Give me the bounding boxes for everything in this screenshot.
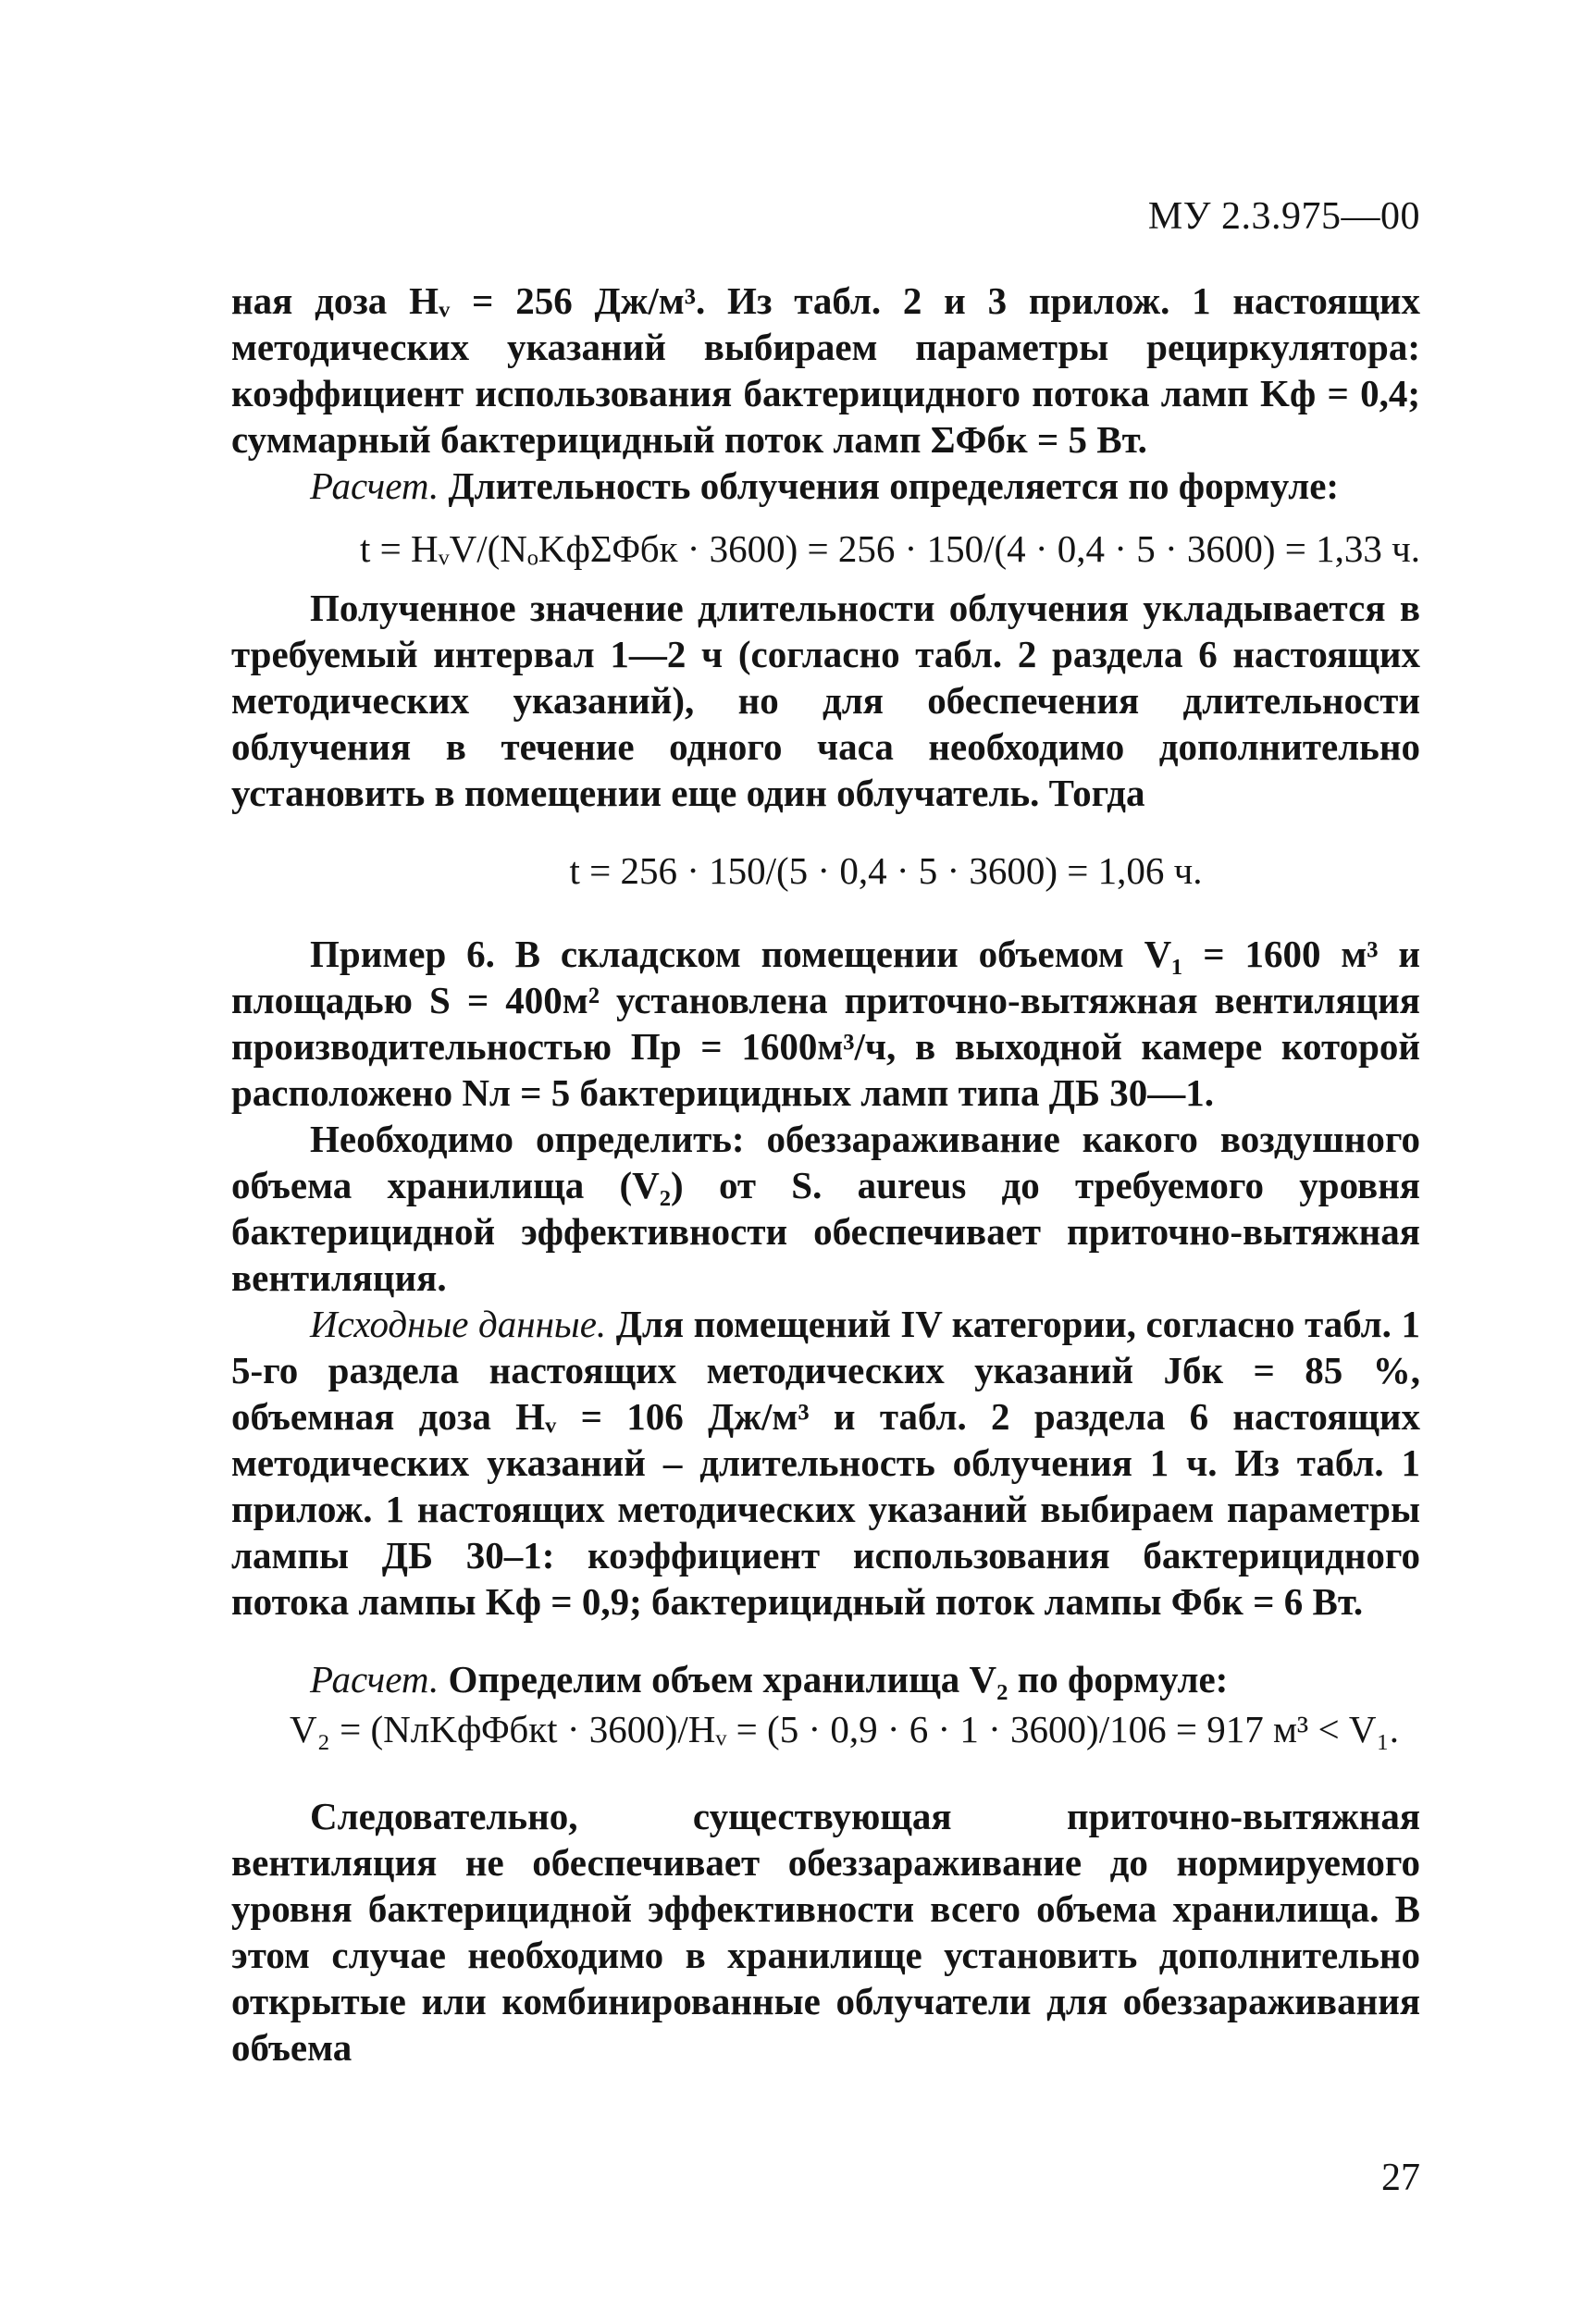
initial-data-text: Для помещений IV категории, согласно табл. 1 5-го раздела настоящих методических указаний Jбк = 85 %, объемная доза Hᵥ = 106 Дж/м³ и табл. 2 раздела 6 настоящих методических указаний – длительность облучения 1 ч. Из табл. 1 прилож. 1 настоящих методических указаний выбираем параметры лампы ДБ 30–1: коэффициент использования бактерицидного потока лампы Kф = 0,9; бактерицидный поток лампы Φбк = 6 Вт. xyxy=(231,1303,1420,1623)
formula-duration: t = HᵥV/(NₒKфΣΦбк · 3600) = 256 · 150/(4 · 0,4 · 5 · 3600) = 1,33 ч. xyxy=(359,527,1420,570)
paragraph-conclusion: Следовательно, существующая приточно-вытяжная вентиляция не обеспечивает обеззараживание до нормируемого уровня бактерицидной эффективности всего объема хранилища. В этом случае необходимо в хранилище установить дополнительно открытые или комбинированные облучатели для обеззараживания объема xyxy=(231,1795,1420,2069)
calculation-label-2: Расчет. xyxy=(310,1658,439,1700)
example-label: Пример 6. xyxy=(310,933,495,975)
formula-volume: V₂ = (NлKфΦбкt · 3600)/Hᵥ = (5 · 0,9 · 6 · 1 · 3600)/106 = 917 м³ < V₁. xyxy=(290,1708,1399,1750)
paragraph-result: Полученное значение длительности облучения укладывается в требуемый интервал 1—2 ч (согласно табл. 2 раздела 6 настоящих методических указаний), но для обеспечения длительности облучения в течение одного часа необходимо дополнительно установить в помещении еще один облучатель. Тогда xyxy=(231,587,1420,814)
paragraph-example-6 xyxy=(231,931,1420,1116)
calculation-text-2: Определим объем хранилища V₂ по формуле: xyxy=(439,1658,1229,1700)
calculation-text: Длительность облучения определяется по формуле: xyxy=(439,464,1340,507)
paragraph-continuation: ная доза Hᵥ = 256 Дж/м³. Из табл. 2 и 3 прилож. 1 настоящих методических указаний выбираем параметры рециркулятора: коэффициент использования бактерицидного потока ламп Kф = 0,4; суммарный бактерицидный поток ламп ΣΦбк = 5 Вт. xyxy=(231,279,1420,461)
paragraph-calculation-volume xyxy=(231,1656,1420,1702)
document-code: МУ 2.3.975—00 xyxy=(1147,195,1420,238)
example-text: В складском помещении объемом V₁ = 1600 м³ и площадью S = 400м² установлена приточно-вытяжная вентиляция производительностью Пр = 1600м³/ч, в выходной камере которой расположено Nл = 5 бактерицидных ламп типа ДБ 30—1. xyxy=(231,933,1420,1114)
initial-data-label: Исходные данные. xyxy=(310,1303,607,1345)
paragraph-task: Необходимо определить: обеззараживание какого воздушного объема хранилища (V₂) от S. aureus до требуемого уровня бактерицидной эффективности обеспечивает приточно-вытяжная вентиляция. xyxy=(231,1118,1420,1299)
calculation-label: Расчет. xyxy=(310,464,439,507)
body-text xyxy=(231,278,1420,2071)
spacer xyxy=(231,1625,1420,1656)
formula-duration-2: t = 256 · 150/(5 · 0,4 · 5 · 3600) = 1,06 ч. xyxy=(569,849,1203,892)
page-number: 27 xyxy=(1381,2157,1420,2199)
paragraph-initial-data xyxy=(231,1301,1420,1625)
paragraph-calculation-intro xyxy=(231,463,1420,509)
